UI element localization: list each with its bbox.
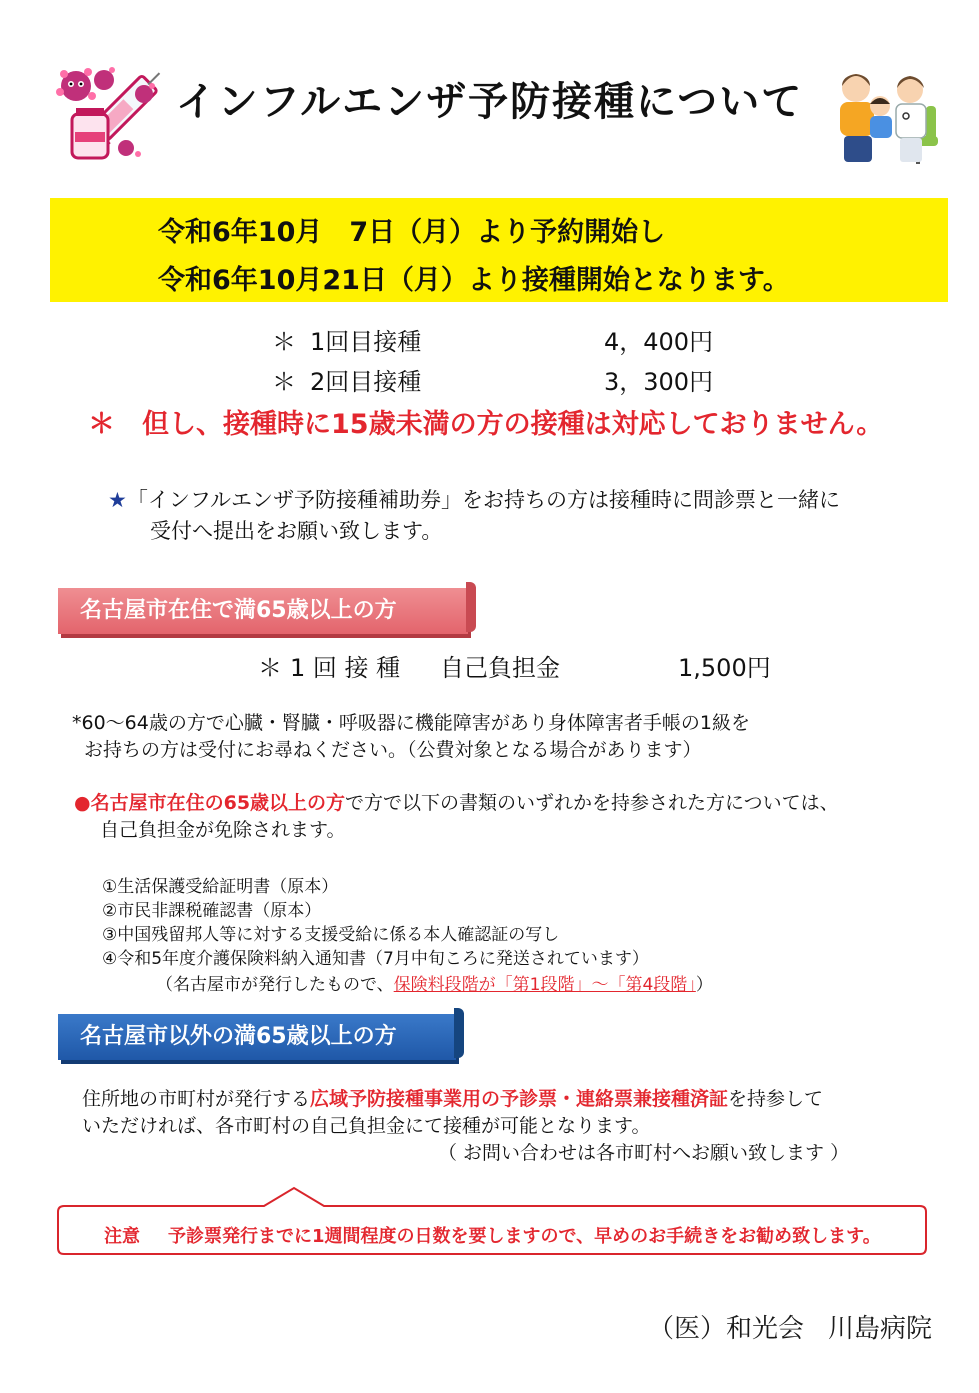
document-item-1: ①生活保護受給証明書（原本）: [102, 877, 339, 897]
nagoya-fee-mark: ＊: [258, 654, 282, 682]
doctor-family-illustration: [830, 66, 942, 170]
document-item-3: ③中国残留邦人等に対する支援受給に係る本人確認証の写し: [102, 925, 560, 945]
document-item-2: ②市民非課税確認書（原本）: [102, 901, 322, 921]
reservation-start-text: 令和6年10月 7日（月）より予約開始し: [158, 217, 666, 248]
hospital-name: 川島病院: [828, 1314, 933, 1344]
document-item-4: ④令和5年度介護保険料納入通知書（7月中旬ころに発送されています）: [102, 949, 649, 969]
price-label-2: 2回目接種: [310, 368, 422, 396]
exemption-line1: ●名古屋市在住の65歳以上の方で方で以下の書類のいずれかを持参された方については、: [74, 792, 839, 814]
outside-line1: 住所地の市町村が発行する広域予防接種事業用の予診票・連絡票兼接種済証を持参して: [82, 1088, 824, 1110]
nagoya-fee-label: 1 回 接 種: [290, 654, 401, 682]
price-amount-1: 4，400円: [604, 328, 714, 356]
nagoya-fee-amount: 1,500円: [678, 654, 771, 682]
voucher-note-line2: 受付へ提出をお願い致します。: [150, 519, 443, 543]
price-amount-2: 3，300円: [604, 368, 714, 396]
organization-name: （医）和光会: [648, 1314, 805, 1344]
exemption-line2: 自己負担金が免除されます。: [100, 819, 346, 841]
document-note: （名古屋市が発行したもので、保険料段階が「第1段階」～「第4段階」）: [156, 975, 713, 995]
price-mark-2: ＊: [272, 368, 296, 396]
vaccination-start-text: 令和6年10月21日（月）より接種開始となります。: [158, 265, 790, 296]
nagoya-resident-tag: 名古屋市在住で満65歳以上の方: [58, 588, 468, 634]
price-mark-1: ＊: [272, 328, 296, 356]
disability-note-line2: お持ちの方は受付にお尋ねください。（公費対象となる場合があります）: [84, 739, 702, 761]
star-icon: ★: [108, 488, 127, 512]
bullet-icon: ●: [74, 792, 91, 814]
price-label-1: 1回目接種: [310, 328, 422, 356]
nagoya-fee-type: 自己負担金: [440, 654, 560, 682]
disability-note-line1: *60～64歳の方で心臓・腎臓・呼吸器に機能障害があり身体障害者手帳の1級を: [72, 712, 750, 734]
outside-inquiry: （ お問い合わせは各市町村へお願い致します ）: [438, 1142, 850, 1164]
outside-line2: いただければ、各市町村の自己負担金にて接種が可能となります。: [82, 1115, 651, 1137]
page-title: インフルエンザ予防接種について: [175, 79, 804, 125]
voucher-note-line1: ★「インフルエンザ予防接種補助券」をお持ちの方は接種時に問診票と一緒に: [108, 488, 840, 512]
notice-text: 予診票発行までに1週間程度の日数を要しますので、早めのお手続きをお勧め致します。: [168, 1226, 881, 1247]
outside-nagoya-tag: 名古屋市以外の満65歳以上の方: [58, 1014, 456, 1060]
notice-label: 注意: [104, 1226, 140, 1247]
tag-ribbon-end: [466, 582, 476, 632]
age-restriction-warning: ＊ 但し、接種時に15歳未満の方の接種は対応しておりません。: [88, 409, 884, 440]
tag-ribbon-end: [454, 1008, 464, 1058]
